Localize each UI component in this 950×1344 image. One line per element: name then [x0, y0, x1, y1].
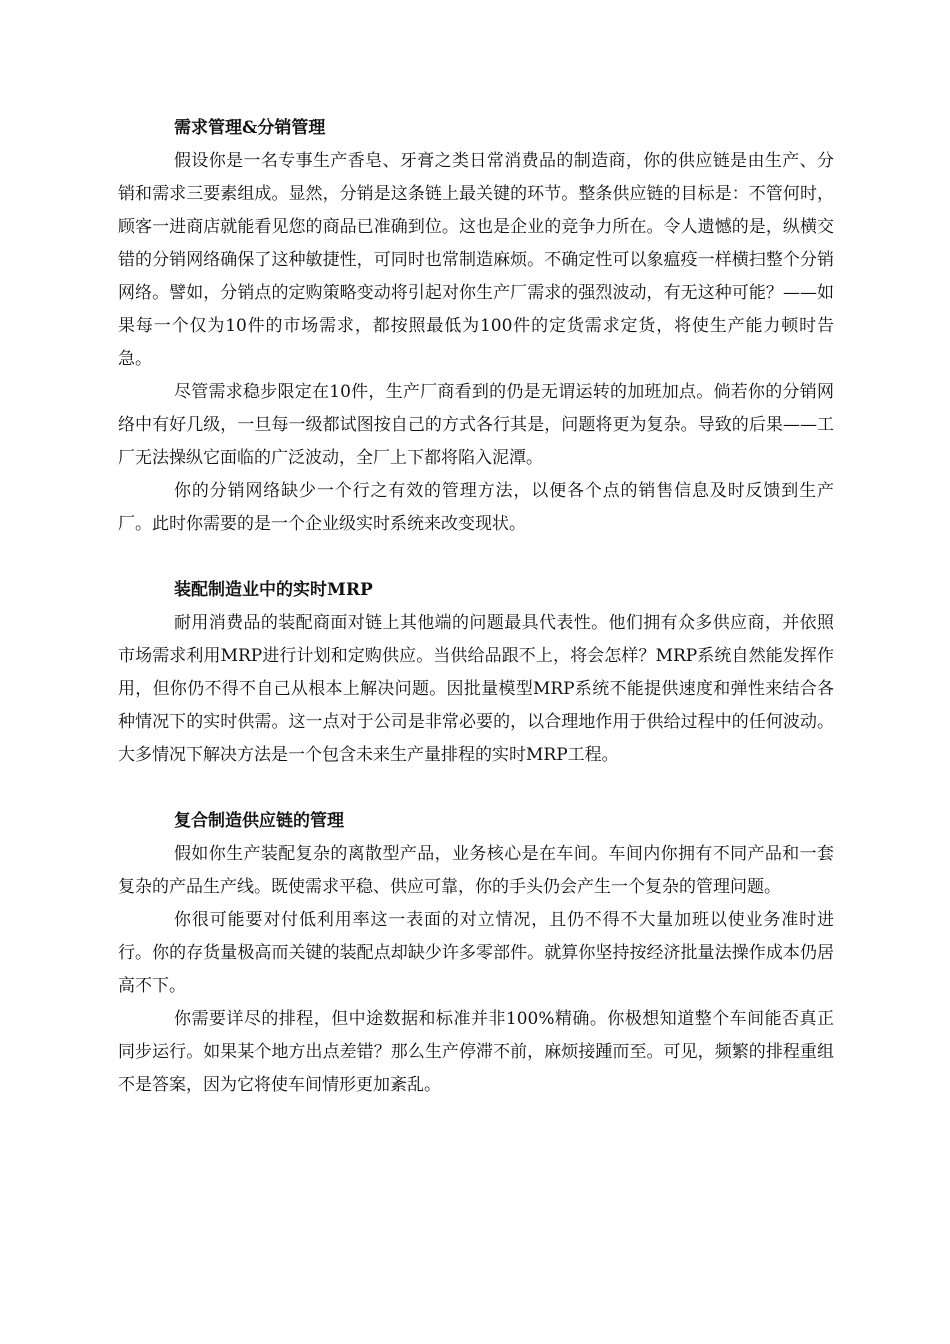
section-composite-manufacturing [118, 805, 834, 1102]
section-heading: 装配制造业中的实时MRP [174, 580, 373, 600]
paragraph: 你很可能要对付低利用率这一表面的对立情况，且仍不得不大量加班以使业务准时进行。你的存货量极高而关键的装配点却缺少许多零部件。就算你坚持按经济批量法操作成本仍居高不下。 [118, 910, 834, 996]
section-demand-distribution [118, 112, 834, 541]
document-page [118, 112, 834, 1135]
paragraph: 假如你生产装配复杂的离散型产品，业务核心是在车间。车间内你拥有不同产品和一套复杂的产品生产线。既使需求平稳、供应可靠，你的手头仍会产生一个复杂的管理问题。 [118, 844, 834, 897]
paragraph: 耐用消费品的装配商面对链上其他端的问题最具代表性。他们拥有众多供应商，并依照市场需求利用MRP进行计划和定购供应。当供给品跟不上，将会怎样？MRP系统自然能发挥作用，但你仍不得不自己从根本上解决问题。因批量模型MRP系统不能提供速度和弹性来结合各种情况下的实时供需。这一点对于公司是非常必要的，以合理地作用于供给过程中的任何波动。大多情况下解决方法是一个包含未来生产量排程的实时MRP工程。 [118, 613, 834, 765]
paragraph: 你需要详尽的排程，但中途数据和标准并非100%精确。你极想知道整个车间能否真正同步运行。如果某个地方出点差错？那么生产停滞不前，麻烦接踵而至。可见，频繁的排程重组不是答案，因为它将使车间情形更加紊乱。 [118, 1009, 834, 1095]
paragraph: 假设你是一名专事生产香皂、牙膏之类日常消费品的制造商，你的供应链是由生产、分销和需求三要素组成。显然，分销是这条链上最关键的环节。整条供应链的目标是：不管何时，顾客一进商店就能看见您的商品已准确到位。这也是企业的竞争力所在。令人遗憾的是，纵横交错的分销网络确保了这种敏捷性，可同时也常制造麻烦。不确定性可以象瘟疫一样横扫整个分销网络。譬如，分销点的定购策略变动将引起对你生产厂需求的强烈波动，有无这种可能？——如果每一个仅为10件的市场需求，都按照最低为100件的定货需求定货，将使生产能力顿时告急。 [118, 151, 834, 369]
section-realtime-mrp [118, 574, 834, 772]
paragraph: 你的分销网络缺少一个行之有效的管理方法，以便各个点的销售信息及时反馈到生产厂。此时你需要的是一个企业级实时系统来改变现状。 [118, 481, 834, 534]
section-heading: 需求管理&分销管理 [174, 118, 326, 138]
paragraph: 尽管需求稳步限定在10件，生产厂商看到的仍是无谓运转的加班加点。倘若你的分销网络中有好几级，一旦每一级都试图按自己的方式各行其是，问题将更为复杂。导致的后果——工厂无法操纵它面临的广泛波动，全厂上下都将陷入泥潭。 [118, 382, 834, 468]
section-heading: 复合制造供应链的管理 [174, 811, 344, 831]
